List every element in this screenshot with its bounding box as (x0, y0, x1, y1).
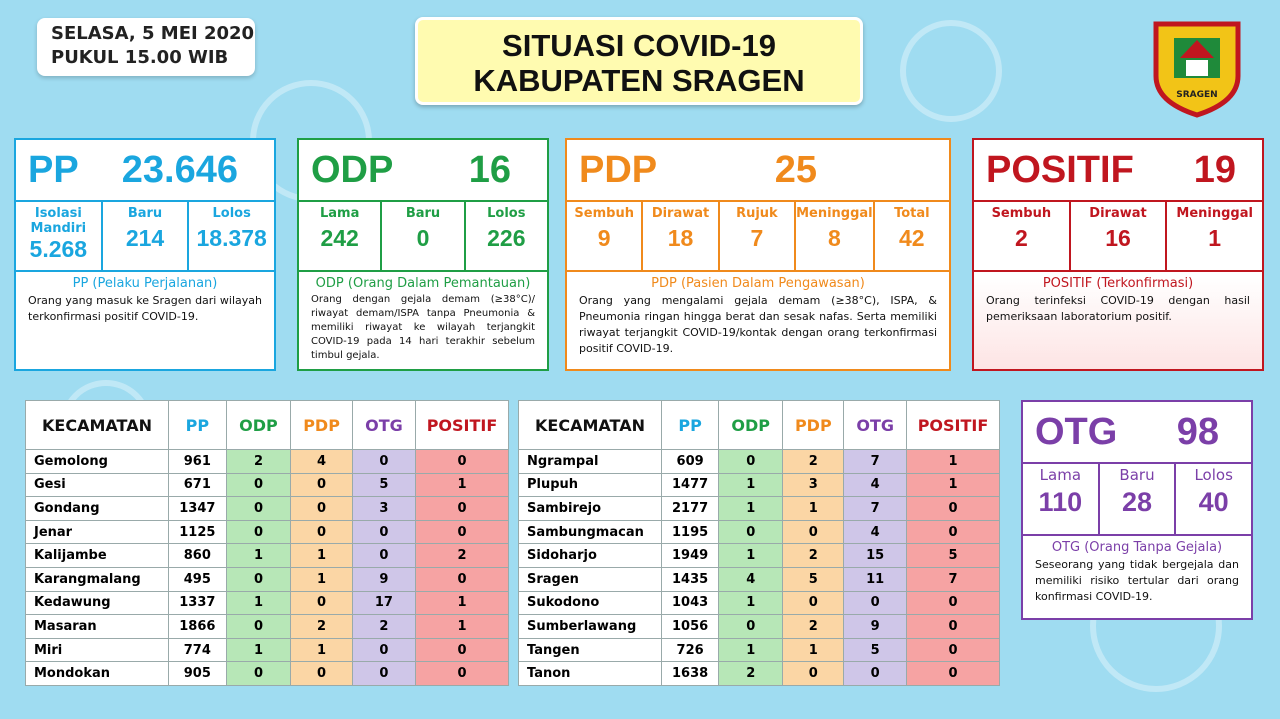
col-positif: POSITIF (907, 401, 1000, 450)
pdp-cell: 0 (291, 591, 353, 615)
pp-cell: 1949 (662, 544, 719, 568)
pp-stat-value: 5.268 (29, 236, 88, 262)
kecamatan-cell: Gondang (26, 497, 169, 521)
odp-cell: 0 (226, 497, 291, 521)
odp-cell: 0 (226, 567, 291, 591)
odp-cell: 2 (226, 450, 291, 474)
col-pdp: PDP (783, 401, 844, 450)
otg-desc: Seseorang yang tidak bergejala dan memiliki risiko tertular dari orang konfirmasi COVID-19. (1035, 558, 1239, 603)
pdp-stat-value: 42 (899, 225, 925, 251)
otg-cell: 9 (352, 567, 415, 591)
pdp-cell: 1 (783, 638, 844, 662)
odp-label: ODP (311, 148, 394, 191)
otg-cell: 0 (844, 591, 907, 615)
pdp-stat-value: 18 (667, 225, 694, 251)
pp-stat-label: Isolasi Mandiri (30, 206, 87, 236)
pdp-stat-label: Total (894, 206, 930, 221)
pp-cell: 1043 (662, 591, 719, 615)
pp-card (14, 138, 276, 371)
positif-cell: 0 (416, 520, 509, 544)
table-row (519, 662, 1000, 686)
otg-stat-value: 40 (1198, 487, 1229, 517)
otg-cell: 3 (352, 497, 415, 521)
pp-stat-value: 214 (125, 225, 165, 251)
pdp-cell: 0 (291, 497, 353, 521)
pdp-stat-value: 9 (597, 225, 611, 251)
pdp-cell: 1 (783, 497, 844, 521)
odp-stat-label: Baru (405, 206, 441, 221)
positif-cell: 0 (907, 520, 1000, 544)
pdp-card (565, 138, 951, 371)
kecamatan-cell: Mondokan (26, 662, 169, 686)
otg-cell: 7 (844, 497, 907, 521)
positif-cell: 0 (416, 567, 509, 591)
otg-label: OTG (1035, 410, 1118, 453)
kecamatan-cell: Gesi (26, 473, 169, 497)
table-row (519, 567, 1000, 591)
otg-stat-label: Lama (1039, 466, 1082, 484)
odp-cell: 0 (226, 520, 291, 544)
col-odp: ODP (719, 401, 783, 450)
table-row (26, 520, 509, 544)
pp-cell: 495 (169, 567, 227, 591)
positif-value: 19 (1193, 148, 1236, 191)
pdp-cell: 1 (291, 544, 353, 568)
pdp-cell: 0 (783, 662, 844, 686)
odp-cell: 1 (719, 544, 783, 568)
odp-stat-value: 242 (320, 225, 359, 251)
otg-cell: 11 (844, 567, 907, 591)
positif-cell: 0 (416, 662, 509, 686)
pdp-stat-label: Rujuk (736, 206, 778, 221)
pdp-cell: 1 (291, 638, 353, 662)
positif-cell: 1 (907, 473, 1000, 497)
pp-cell: 671 (169, 473, 227, 497)
positif-cell: 1 (416, 615, 509, 639)
pdp-desc-title: PDP (Pasien Dalam Pengawasan) (651, 276, 865, 291)
positif-cell: 5 (907, 544, 1000, 568)
positif-stat-value: 16 (1105, 225, 1131, 251)
pdp-stat-label: Dirawat (651, 206, 710, 221)
otg-cell: 0 (352, 638, 415, 662)
pdp-cell: 2 (291, 615, 353, 639)
pdp-cell: 2 (783, 615, 844, 639)
odp-cell: 1 (719, 473, 783, 497)
odp-cell: 0 (719, 520, 783, 544)
odp-cell: 1 (719, 638, 783, 662)
pp-cell: 1125 (169, 520, 227, 544)
kecamatan-cell: Plupuh (519, 473, 662, 497)
odp-stat-label: Lama (319, 206, 360, 221)
otg-value: 98 (1176, 410, 1219, 453)
pp-stat-label: Lolos (212, 206, 251, 221)
date-text: SELASA, 5 MEI 2020 (51, 23, 255, 44)
pp-cell: 1866 (169, 615, 227, 639)
kecamatan-cell: Sumberlawang (519, 615, 662, 639)
pdp-stat-value: 7 (750, 225, 764, 251)
pp-desc-title: PP (Pelaku Perjalanan) (72, 276, 218, 291)
col-otg: OTG (844, 401, 907, 450)
pdp-cell: 3 (783, 473, 844, 497)
table-row (26, 450, 509, 474)
page-title (415, 17, 863, 105)
pp-cell: 1638 (662, 662, 719, 686)
pp-desc: Orang yang masuk ke Sragen dari wilayah terkonfirmasi positif COVID-19. (28, 294, 262, 323)
odp-cell: 0 (226, 473, 291, 497)
otg-cell: 0 (352, 544, 415, 568)
virus-decoration (900, 20, 1002, 122)
col-otg: OTG (352, 401, 415, 450)
kecamatan-cell: Kedawung (26, 591, 169, 615)
pp-cell: 1477 (662, 473, 719, 497)
odp-card (297, 138, 549, 371)
odp-cell: 0 (719, 615, 783, 639)
table-row (26, 638, 509, 662)
positif-stat-value: 2 (1014, 225, 1028, 251)
table-row (519, 497, 1000, 521)
kecamatan-table-left (25, 400, 509, 686)
kecamatan-cell: Jenar (26, 520, 169, 544)
col-positif: POSITIF (416, 401, 509, 450)
time-text: PUKUL 15.00 WIB (51, 47, 229, 68)
otg-cell: 7 (844, 450, 907, 474)
table-row (519, 615, 1000, 639)
otg-cell: 5 (352, 473, 415, 497)
positif-cell: 0 (907, 662, 1000, 686)
otg-cell: 5 (844, 638, 907, 662)
pp-cell: 1337 (169, 591, 227, 615)
pp-cell: 1435 (662, 567, 719, 591)
pp-cell: 1056 (662, 615, 719, 639)
logo-text: SRAGEN (1176, 90, 1218, 100)
table-row (519, 591, 1000, 615)
pp-value: 23.646 (121, 148, 238, 191)
pdp-stat-value: 8 (827, 225, 841, 251)
odp-cell: 2 (719, 662, 783, 686)
otg-cell: 17 (352, 591, 415, 615)
positif-stat-label: Dirawat (1089, 206, 1147, 221)
pdp-cell: 0 (291, 473, 353, 497)
positif-label: POSITIF (986, 148, 1134, 191)
kecamatan-cell: Sukodono (519, 591, 662, 615)
kecamatan-cell: Miri (26, 638, 169, 662)
table-row (26, 615, 509, 639)
pdp-cell: 0 (783, 591, 844, 615)
odp-cell: 1 (226, 591, 291, 615)
positif-cell: 0 (416, 638, 509, 662)
kecamatan-cell: Sragen (519, 567, 662, 591)
positif-stat-value: 1 (1208, 225, 1222, 251)
odp-cell: 0 (719, 450, 783, 474)
table-row (519, 520, 1000, 544)
positif-cell: 1 (416, 591, 509, 615)
otg-cell: 9 (844, 615, 907, 639)
table-row (519, 544, 1000, 568)
pdp-value: 25 (774, 148, 817, 191)
kecamatan-cell: Sambirejo (519, 497, 662, 521)
pdp-cell: 0 (291, 662, 353, 686)
date-box (37, 18, 255, 76)
pdp-cell: 2 (783, 450, 844, 474)
sragen-regency-emblem-icon (1150, 18, 1244, 118)
otg-stat-value: 28 (1121, 487, 1153, 517)
col-pp: PP (662, 401, 719, 450)
pp-stat-label: Baru (127, 206, 163, 221)
pp-cell: 905 (169, 662, 227, 686)
otg-cell: 0 (844, 662, 907, 686)
odp-stat-label: Lolos (487, 206, 526, 221)
positif-desc-title: POSITIF (Terkonfirmasi) (1042, 276, 1194, 291)
kecamatan-cell: Tanon (519, 662, 662, 686)
pdp-cell: 0 (783, 520, 844, 544)
pdp-desc: Orang yang mengalami gejala demam (≥38°C), ISPA, & Pneumonia ringan hingga berat dan sesak nafas. Serta memiliki riwayat terjangkit COVID-19/kontak dengan orang terkonfirmasi positif COVID-19. (579, 294, 937, 355)
otg-desc-title: OTG (Orang Tanpa Gejala) (1051, 540, 1223, 555)
odp-cell: 4 (719, 567, 783, 591)
table-row (519, 450, 1000, 474)
table-row (26, 497, 509, 521)
pp-cell: 2177 (662, 497, 719, 521)
odp-desc-title: ODP (Orang Dalam Pemantauan) (315, 276, 531, 291)
kecamatan-table-right (518, 400, 1000, 686)
positif-desc: Orang terinfeksi COVID-19 dengan hasil pemeriksaan laboratorium positif. (986, 294, 1250, 323)
positif-cell: 0 (416, 497, 509, 521)
odp-stat-value: 226 (487, 225, 526, 251)
positif-cell: 0 (907, 615, 1000, 639)
pp-stat-value: 18.378 (196, 225, 267, 251)
table-row (519, 473, 1000, 497)
pdp-label: PDP (579, 148, 658, 191)
otg-cell: 4 (844, 520, 907, 544)
odp-cell: 1 (226, 544, 291, 568)
kecamatan-cell: Masaran (26, 615, 169, 639)
kecamatan-cell: Sidoharjo (519, 544, 662, 568)
pdp-stat-label: Sembuh (574, 206, 634, 221)
pdp-cell: 1 (291, 567, 353, 591)
pp-cell: 726 (662, 638, 719, 662)
pp-label: PP (28, 148, 79, 191)
table-row (26, 567, 509, 591)
pdp-cell: 2 (783, 544, 844, 568)
otg-cell: 2 (352, 615, 415, 639)
table-row (26, 662, 509, 686)
otg-stat-value: 110 (1038, 487, 1083, 517)
table-row (519, 638, 1000, 662)
positif-cell: 0 (907, 638, 1000, 662)
positif-cell: 2 (416, 544, 509, 568)
otg-cell: 0 (352, 662, 415, 686)
positif-card (972, 138, 1264, 371)
otg-cell: 0 (352, 520, 415, 544)
otg-cell: 15 (844, 544, 907, 568)
odp-cell: 1 (719, 591, 783, 615)
positif-cell: 0 (907, 591, 1000, 615)
pdp-cell: 5 (783, 567, 844, 591)
positif-cell: 1 (416, 473, 509, 497)
col-pp: PP (169, 401, 227, 450)
kecamatan-cell: Karangmalang (26, 567, 169, 591)
odp-value: 16 (468, 148, 511, 191)
pp-cell: 774 (169, 638, 227, 662)
positif-stat-label: Meninggal (1176, 206, 1253, 221)
col-odp: ODP (226, 401, 291, 450)
otg-card (1021, 400, 1253, 620)
odp-cell: 0 (226, 615, 291, 639)
pp-cell: 961 (169, 450, 227, 474)
positif-stat-label: Sembuh (991, 206, 1052, 221)
pdp-cell: 4 (291, 450, 353, 474)
table-row (26, 473, 509, 497)
positif-cell: 0 (416, 450, 509, 474)
kecamatan-cell: Tangen (519, 638, 662, 662)
pp-cell: 860 (169, 544, 227, 568)
odp-cell: 1 (719, 497, 783, 521)
title-line1: SITUASI COVID-19 (502, 28, 776, 63)
odp-cell: 0 (226, 662, 291, 686)
odp-desc: Orang dengan gejala demam (≥38°C)/ riwayat demam/ISPA tanpa Pneumonia & memiliki riwayat ke wilayah terjangkit COVID-19 pada 14 hari terakhir sebelum timbul gejala. (311, 294, 535, 361)
otg-cell: 4 (844, 473, 907, 497)
positif-cell: 0 (907, 497, 1000, 521)
pp-cell: 1195 (662, 520, 719, 544)
table-row (26, 591, 509, 615)
table-row (26, 544, 509, 568)
positif-cell: 7 (907, 567, 1000, 591)
pdp-stat-label: Meninggal (796, 206, 873, 221)
odp-stat-value: 0 (416, 225, 430, 251)
col-kecamatan: KECAMATAN (519, 401, 662, 450)
positif-cell: 1 (907, 450, 1000, 474)
otg-stat-label: Baru (1119, 466, 1155, 484)
kecamatan-cell: Gemolong (26, 450, 169, 474)
pp-cell: 1347 (169, 497, 227, 521)
kecamatan-cell: Ngrampal (519, 450, 662, 474)
otg-stat-label: Lolos (1194, 466, 1233, 484)
col-pdp: PDP (291, 401, 353, 450)
title-line2: KABUPATEN SRAGEN (473, 63, 805, 98)
pdp-cell: 0 (291, 520, 353, 544)
otg-cell: 0 (352, 450, 415, 474)
col-kecamatan: KECAMATAN (26, 401, 169, 450)
kecamatan-cell: Sambungmacan (519, 520, 662, 544)
pp-cell: 609 (662, 450, 719, 474)
odp-cell: 1 (226, 638, 291, 662)
kecamatan-cell: Kalijambe (26, 544, 169, 568)
